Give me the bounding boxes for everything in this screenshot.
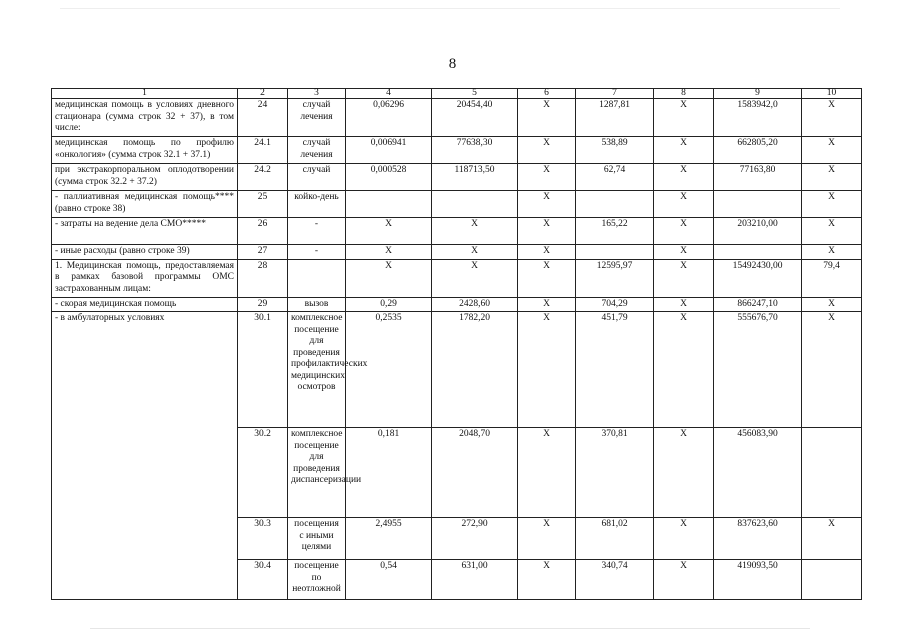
- cell: Х: [346, 218, 432, 245]
- row-name: при экстракорпоральном оплодотворении (сумма строк 32.2 + 37.2): [52, 164, 238, 191]
- row-name: медицинская помощь по профилю «онкология» (сумма строк 32.1 + 37.1): [52, 137, 238, 164]
- row-name: медицинская помощь в условиях дневного стационара (сумма строк 32 + 37), в том числе:: [52, 99, 238, 137]
- cell: [802, 428, 862, 518]
- cell: Х: [432, 259, 518, 297]
- cell: Х: [654, 297, 714, 312]
- cell: 419093,50: [714, 560, 802, 600]
- cell: 0,006941: [346, 137, 432, 164]
- row-unit: посещения с иными целями: [288, 518, 346, 560]
- scan-edge-bottom: [90, 628, 810, 629]
- cell: Х: [654, 99, 714, 137]
- cell: Х: [518, 245, 576, 260]
- row-line: 28: [238, 259, 288, 297]
- row-name: - в амбулаторных условиях: [52, 312, 238, 600]
- cell: [346, 191, 432, 218]
- cell: 0,181: [346, 428, 432, 518]
- cell: [432, 191, 518, 218]
- col-header: 8: [654, 89, 714, 99]
- cell: Х: [654, 560, 714, 600]
- row-unit: комплексное посещение для проведения профилактических медицинских осмотров: [288, 312, 346, 428]
- cell: 0,000528: [346, 164, 432, 191]
- cell: 0,29: [346, 297, 432, 312]
- cell: Х: [654, 312, 714, 428]
- cell: 370,81: [576, 428, 654, 518]
- cell: 681,02: [576, 518, 654, 560]
- table-row: [52, 99, 862, 137]
- cell: 340,74: [576, 560, 654, 600]
- cell: Х: [654, 191, 714, 218]
- row-line: 25: [238, 191, 288, 218]
- cell: 118713,50: [432, 164, 518, 191]
- cell: 631,00: [432, 560, 518, 600]
- cell: 203210,00: [714, 218, 802, 245]
- cell: [714, 245, 802, 260]
- row-line: 26: [238, 218, 288, 245]
- cell: Х: [802, 245, 862, 260]
- cell: 77163,80: [714, 164, 802, 191]
- scan-edge-top: [60, 8, 840, 9]
- cell: 20454,40: [432, 99, 518, 137]
- cell: 866247,10: [714, 297, 802, 312]
- cell: 165,22: [576, 218, 654, 245]
- cell: 0,54: [346, 560, 432, 600]
- cell: Х: [802, 191, 862, 218]
- cell: 538,89: [576, 137, 654, 164]
- row-unit: случай: [288, 164, 346, 191]
- cell: Х: [518, 164, 576, 191]
- row-unit: [288, 259, 346, 297]
- table-row: [52, 137, 862, 164]
- col-header: 5: [432, 89, 518, 99]
- cell: Х: [802, 164, 862, 191]
- col-header: 6: [518, 89, 576, 99]
- cell: Х: [654, 137, 714, 164]
- cell: 704,29: [576, 297, 654, 312]
- row-line: 27: [238, 245, 288, 260]
- row-line: 24.2: [238, 164, 288, 191]
- cell: Х: [802, 312, 862, 428]
- cell: [576, 245, 654, 260]
- col-header: 10: [802, 89, 862, 99]
- cell: 451,79: [576, 312, 654, 428]
- page-number: 8: [448, 56, 457, 72]
- cell: Х: [654, 218, 714, 245]
- cell: 2048,70: [432, 428, 518, 518]
- table-row: [52, 297, 862, 312]
- cell: Х: [802, 99, 862, 137]
- cell: Х: [518, 191, 576, 218]
- cell: 77638,30: [432, 137, 518, 164]
- col-header: 2: [238, 89, 288, 99]
- col-header: 3: [288, 89, 346, 99]
- table-row: [52, 218, 862, 245]
- cell: Х: [518, 428, 576, 518]
- table-row: [52, 164, 862, 191]
- row-line: 30.3: [238, 518, 288, 560]
- cell: Х: [518, 99, 576, 137]
- cell: 837623,60: [714, 518, 802, 560]
- cell: 15492430,00: [714, 259, 802, 297]
- col-header: 9: [714, 89, 802, 99]
- cell: Х: [518, 218, 576, 245]
- cell: 62,74: [576, 164, 654, 191]
- cell: [714, 191, 802, 218]
- cell: Х: [518, 259, 576, 297]
- cell: 456083,90: [714, 428, 802, 518]
- row-unit: комплексное посещение для проведения диспансеризации: [288, 428, 346, 518]
- row-unit: -: [288, 245, 346, 260]
- cell: Х: [802, 137, 862, 164]
- table-row: [52, 191, 862, 218]
- cell: Х: [518, 518, 576, 560]
- cell: Х: [654, 164, 714, 191]
- cell: 272,90: [432, 518, 518, 560]
- row-name: - скорая медицинская помощь: [52, 297, 238, 312]
- row-unit: посещение по неотложной: [288, 560, 346, 600]
- cell: Х: [654, 245, 714, 260]
- row-unit: -: [288, 218, 346, 245]
- cell: Х: [346, 259, 432, 297]
- cell: Х: [518, 312, 576, 428]
- row-line: 24.1: [238, 137, 288, 164]
- row-unit: койко-день: [288, 191, 346, 218]
- cell: Х: [518, 137, 576, 164]
- row-name: - затраты на ведение дела СМО*****: [52, 218, 238, 245]
- cell: 1782,20: [432, 312, 518, 428]
- cell: 2,4955: [346, 518, 432, 560]
- cell: Х: [802, 218, 862, 245]
- cell: 12595,97: [576, 259, 654, 297]
- col-header: 4: [346, 89, 432, 99]
- cell: 0,2535: [346, 312, 432, 428]
- data-table: [51, 88, 862, 600]
- cell: 1287,81: [576, 99, 654, 137]
- cell: 0,06296: [346, 99, 432, 137]
- table-row: [52, 312, 862, 428]
- row-unit: вызов: [288, 297, 346, 312]
- cell: [802, 560, 862, 600]
- cell: 2428,60: [432, 297, 518, 312]
- row-unit: случай лечения: [288, 99, 346, 137]
- cell: 79,4: [802, 259, 862, 297]
- cell: 1583942,0: [714, 99, 802, 137]
- col-header: 7: [576, 89, 654, 99]
- cell: Х: [802, 297, 862, 312]
- cell: Х: [432, 218, 518, 245]
- cell: 555676,70: [714, 312, 802, 428]
- cell: Х: [432, 245, 518, 260]
- cell: Х: [518, 560, 576, 600]
- row-unit: случай лечения: [288, 137, 346, 164]
- cell: 662805,20: [714, 137, 802, 164]
- row-line: 30.4: [238, 560, 288, 600]
- cell: [576, 191, 654, 218]
- row-line: 30.2: [238, 428, 288, 518]
- row-name: 1. Медицинская помощь, предоставляемая в рамках базовой программы ОМС застрахованным лицам:: [52, 259, 238, 297]
- cell: Х: [654, 518, 714, 560]
- cell: Х: [654, 428, 714, 518]
- row-line: 24: [238, 99, 288, 137]
- cell: Х: [346, 245, 432, 260]
- header-row: [52, 89, 862, 99]
- cell: Х: [802, 518, 862, 560]
- row-name: - иные расходы (равно строке 39): [52, 245, 238, 260]
- table-row: [52, 259, 862, 297]
- row-name: - паллиативная медицинская помощь**** (равно строке 38): [52, 191, 238, 218]
- row-line: 30.1: [238, 312, 288, 428]
- col-header: 1: [52, 89, 238, 99]
- row-line: 29: [238, 297, 288, 312]
- cell: Х: [654, 259, 714, 297]
- cell: Х: [518, 297, 576, 312]
- table-row: [52, 245, 862, 260]
